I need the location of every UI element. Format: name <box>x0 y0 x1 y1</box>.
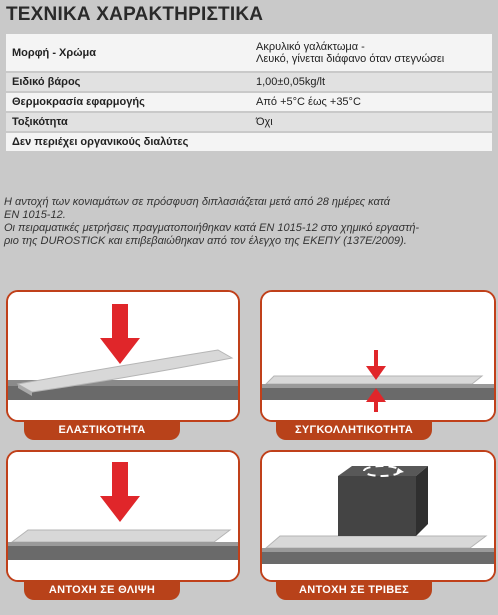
table-row <box>6 112 492 132</box>
spec-value: Από +5°C έως +35°C <box>250 92 492 112</box>
panel-compression <box>6 450 240 582</box>
panel-label-abrasion: ΑΝΤΟΧΗ ΣΕ ΤΡΙΒΕΣ <box>276 580 432 600</box>
spec-value: 1,00±0,05kg/lt <box>250 72 492 92</box>
note-line: ριο της DUROSTICK και επιβεβαιώθηκαν από τον έλεγχο της ΕΚΕΠΥ (137Ε/2009). <box>4 235 407 247</box>
table-row <box>6 132 492 152</box>
spec-value-line: Ακρυλικό γαλάκτωμα - <box>256 40 365 53</box>
spec-label: Ειδικό βάρος <box>6 72 250 92</box>
abrasion-icon <box>262 452 494 580</box>
test-note <box>4 196 494 248</box>
panel-adhesion <box>260 290 496 422</box>
table-row <box>6 92 492 112</box>
spec-value <box>250 132 492 152</box>
panel-elasticity <box>6 290 240 422</box>
note-line: EN 1015-12. <box>4 209 66 221</box>
page-title: ΤΕΧΝΙΚΑ ΧΑΡΑΚΤΗΡΙΣΤΙΚΑ <box>6 4 264 25</box>
spec-label: Θερμοκρασία εφαρμογής <box>6 92 250 112</box>
panel-label-adhesion: ΣΥΓΚΟΛΛΗΤΙΚΟΤΗΤΑ <box>276 420 432 440</box>
elasticity-icon <box>8 292 238 420</box>
spec-label: Δεν περιέχει οργανικούς διαλύτες <box>6 132 250 152</box>
panel-label-elasticity: ΕΛΑΣΤΙΚΟΤΗΤΑ <box>24 420 180 440</box>
adhesion-icon <box>262 292 494 420</box>
table-row <box>6 72 492 92</box>
spec-label: Τοξικότητα <box>6 112 250 132</box>
panel-label-compression: ΑΝΤΟΧΗ ΣΕ ΘΛΙΨΗ <box>24 580 180 600</box>
spec-value <box>250 34 492 72</box>
table-row <box>6 34 492 72</box>
spec-label: Μορφή - Χρώμα <box>6 34 250 72</box>
compression-icon <box>8 452 238 580</box>
spec-value: Όχι <box>250 112 492 132</box>
specs-table <box>6 34 492 153</box>
spec-value-line: Λευκό, γίνεται διάφανο όταν στεγνώσει <box>256 52 445 65</box>
note-line: Οι πειραματικές μετρήσεις πραγματοποιήθηκαν κατά EN 1015-12 στο χημικό εργαστή- <box>4 222 420 234</box>
note-line: Η αντοχή των κονιαμάτων σε πρόσφυση διπλασιάζεται μετά από 28 ημέρες κατά <box>4 196 390 208</box>
panel-abrasion <box>260 450 496 582</box>
